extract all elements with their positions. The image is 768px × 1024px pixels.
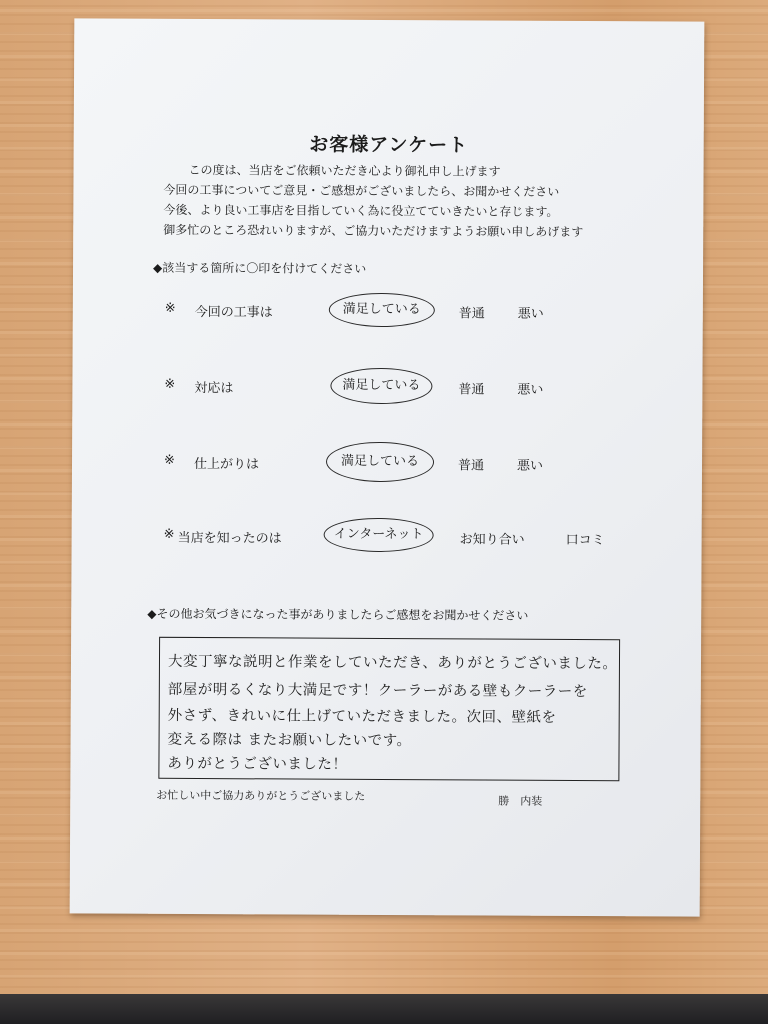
option-label[interactable]: 悪い — [517, 382, 544, 398]
option-label: 満足している — [342, 377, 421, 394]
option-label[interactable]: 口コミ — [565, 532, 605, 549]
handwritten-comment-line: 外さず、きれいに仕上げていただきました。次回、壁紙を — [167, 707, 557, 726]
comment-box[interactable] — [158, 637, 620, 781]
handwritten-comment-line: 変える際は またお願いしたいです。 — [167, 731, 412, 750]
option-label: 満足している — [342, 301, 421, 318]
question-label: 当店を知ったのは — [177, 530, 282, 547]
dark-floor-strip — [0, 994, 768, 1024]
intro-line: この度は、当店をご依頼いただき心より御礼申し上げます — [188, 162, 501, 179]
option-selected-circle[interactable] — [326, 442, 434, 483]
option-selected-circle[interactable] — [324, 518, 434, 553]
survey-title: お客様アンケート — [309, 133, 469, 157]
option-label[interactable]: 悪い — [517, 306, 544, 322]
question-mark: ※ — [164, 376, 176, 392]
handwritten-comment-line: ありがとうございました！ — [167, 755, 348, 773]
question-label: 仕上がりは — [193, 456, 260, 473]
question-label: 今回の工事は — [194, 304, 273, 321]
option-selected-circle[interactable] — [330, 368, 432, 405]
handwritten-comment-line: 部屋が明るくなり大満足です！クーラーがある壁もクーラーを — [167, 681, 588, 701]
option-label[interactable]: 普通 — [457, 458, 485, 474]
option-label: 満足している — [340, 453, 420, 470]
instruction-heading: ◆該当する箇所に〇印を付けてください — [153, 260, 367, 276]
option-label[interactable]: 普通 — [458, 306, 485, 322]
handwritten-comment-line: 大変丁寧な説明と作業をしていただき、ありがとうございました。 — [167, 653, 618, 673]
option-selected-circle[interactable] — [329, 293, 435, 328]
intro-line: 今回の工事についてご意見・ご感想がございましたら、お聞かせください — [163, 182, 560, 199]
question-mark: ※ — [163, 452, 175, 468]
footer-thanks: お忙しい中ご協力ありがとうございました — [156, 788, 366, 803]
option-label[interactable]: 悪い — [516, 458, 544, 474]
intro-line: 御多忙のところ恐れいりますが、ご協力いただけますようお願い申しあげます — [163, 222, 584, 240]
question-mark: ※ — [164, 300, 176, 316]
option-label[interactable]: 普通 — [458, 382, 485, 398]
question-mark: ※ — [163, 526, 175, 542]
intro-line: 今後、より良い工事店を目指していく為に役立てていきたいと存じます。 — [163, 202, 559, 219]
question-label: 対応は — [194, 380, 234, 397]
option-label: インターネット — [333, 526, 424, 543]
option-label[interactable]: お知り合い — [459, 532, 525, 548]
survey-sheet — [70, 18, 705, 916]
company-name: 勝 内装 — [498, 794, 543, 808]
comment-prompt: ◆その他お気づきになった事がありましたらご感想をお聞かせください — [147, 606, 529, 623]
